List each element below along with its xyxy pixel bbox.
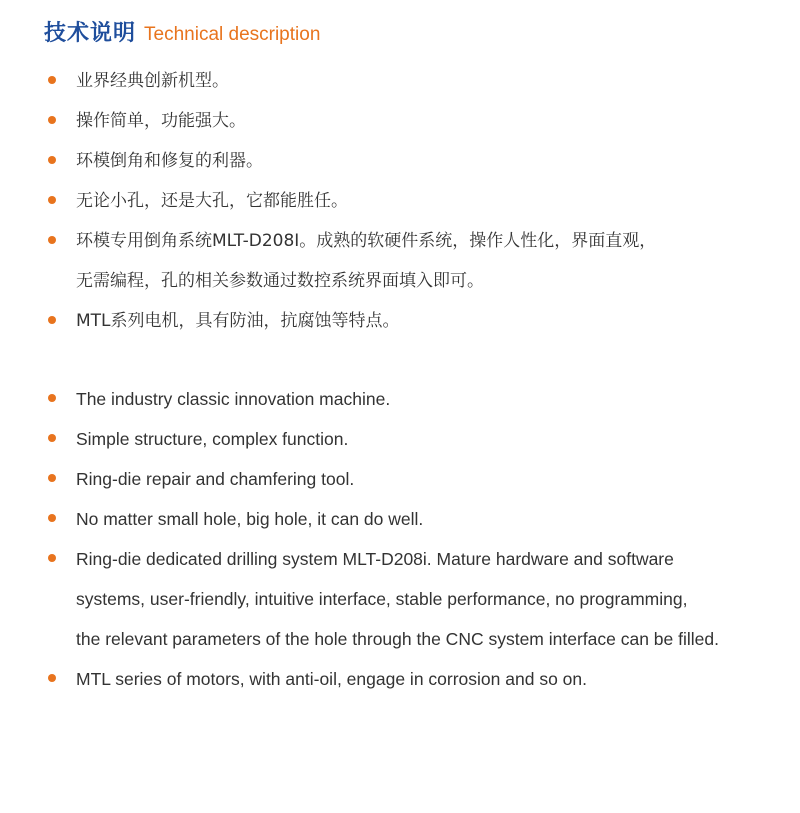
feature-item-en	[46, 419, 719, 459]
section-header	[44, 16, 320, 50]
bullet-dot-icon	[48, 236, 56, 244]
feature-text-line: 业界经典创新机型。	[76, 71, 229, 91]
feature-item-en	[46, 459, 719, 499]
bullet-dot-icon	[48, 674, 56, 682]
feature-text-line: Ring-die repair and chamfering tool.	[76, 469, 355, 489]
feature-text-line: 无论小孔，还是大孔，它都能胜任。	[76, 191, 348, 211]
feature-item-zh	[46, 221, 656, 301]
bullet-dot-icon	[48, 474, 56, 482]
feature-item-en	[46, 659, 719, 699]
feature-item-en	[46, 379, 719, 419]
feature-text-line: Simple structure, complex function.	[76, 429, 349, 449]
bullet-dot-icon	[48, 116, 56, 124]
feature-text-line: 无需编程，孔的相关参数通过数控系统界面填入即可。	[76, 271, 484, 291]
feature-text-line: Ring-die dedicated drilling system MLT-D208i. Mature hardware and software	[76, 549, 674, 569]
feature-text-line: 环模倒角和修复的利器。	[76, 151, 263, 171]
bullet-dot-icon	[48, 156, 56, 164]
bullet-dot-icon	[48, 394, 56, 402]
feature-text-line: MTL系列电机，具有防油，抗腐蚀等特点。	[76, 311, 400, 331]
feature-text-line: 操作简单，功能强大。	[76, 111, 246, 131]
section-title-zh: 技术说明	[44, 21, 137, 46]
feature-text-line: the relevant parameters of the hole through the CNC system interface can be filled.	[76, 629, 719, 649]
feature-item-zh	[46, 101, 656, 141]
bullet-dot-icon	[48, 76, 56, 84]
section-title-en: Technical description	[144, 24, 321, 45]
feature-item-zh	[46, 181, 656, 221]
feature-item-en	[46, 499, 719, 539]
feature-item-zh	[46, 141, 656, 181]
bullet-dot-icon	[48, 434, 56, 442]
bullet-dot-icon	[48, 196, 56, 204]
feature-text-line: MTL series of motors, with anti-oil, engage in corrosion and so on.	[76, 669, 587, 689]
bullet-dot-icon	[48, 554, 56, 562]
bullet-dot-icon	[48, 514, 56, 522]
feature-text-line: No matter small hole, big hole, it can do well.	[76, 509, 424, 529]
feature-list-zh	[46, 61, 656, 341]
feature-item-en	[46, 539, 719, 659]
feature-text-line: 环模专用倒角系统MLT-D208I。成熟的软硬件系统，操作人性化，界面直观，	[76, 231, 657, 251]
feature-text-line: systems, user-friendly, intuitive interface, stable performance, no programming,	[76, 589, 688, 609]
feature-item-zh	[46, 61, 656, 101]
feature-text-line: The industry classic innovation machine.	[76, 389, 391, 409]
bullet-dot-icon	[48, 316, 56, 324]
feature-item-zh	[46, 301, 656, 341]
feature-list-en	[46, 379, 719, 699]
